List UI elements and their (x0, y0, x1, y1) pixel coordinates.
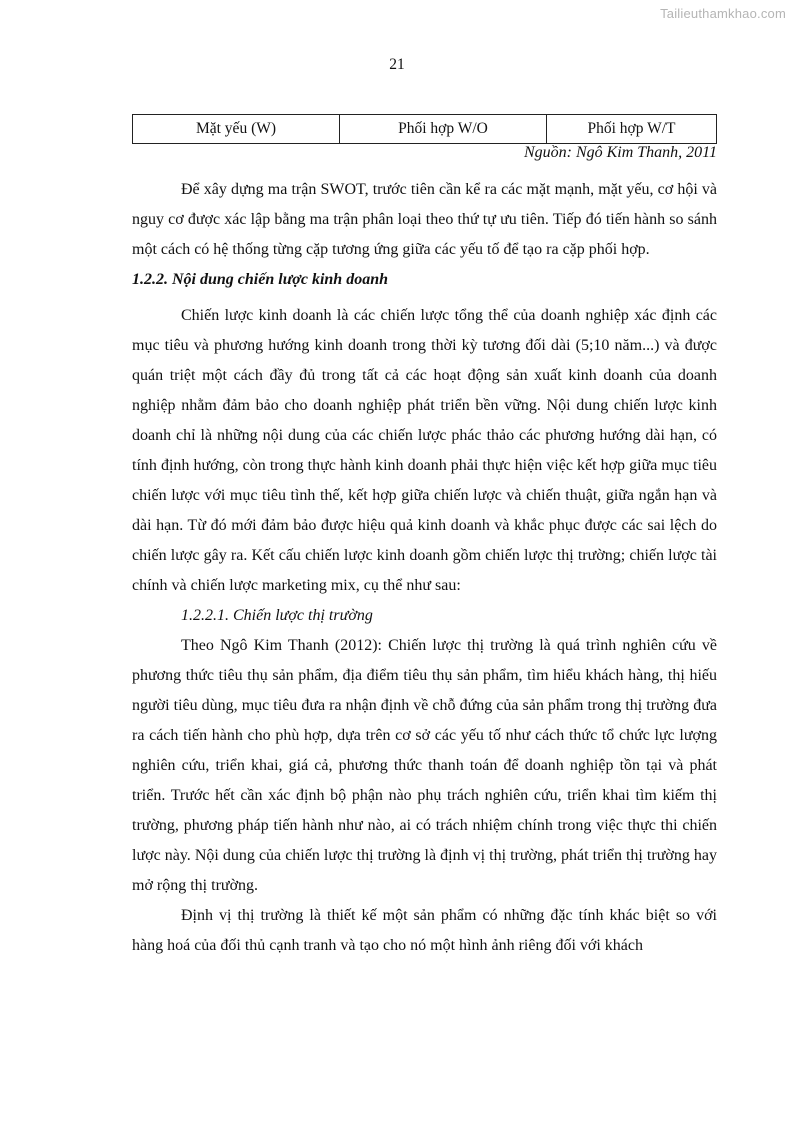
paragraph-strategy-content: Chiến lược kinh doanh là các chiến lược tổng thể của doanh nghiệp xác định các mục tiêu và phương hướng kinh doanh trong thời kỳ tương đối dài (5;10 năm...) và được quán triệt một cách đầy đủ trong tất cả các hoạt động sản xuất kinh doanh của doanh nghiệp nhằm đảm bảo cho doanh nghiệp phát triển bền vững. Nội dung chiến lược kinh doanh chỉ là những nội dung của các chiến lược phác thảo các phương hướng dài hạn, có tính định hướng, còn trong thực hành kinh doanh phải thực hiện việc kết hợp giữa mục tiêu chiến lược với mục tiêu tình thế, kết hợp giữa chiến lược và chiến thuật, giữa ngắn hạn và dài hạn. Từ đó mới đảm bảo được hiệu quả kinh doanh và khắc phục được các sai lệch do chiến lược gây ra. Kết cấu chiến lược kinh doanh gồm chiến lược thị trường; chiến lược tài chính và chiến lược marketing mix, cụ thể như sau: (132, 307, 717, 594)
table-cell-weaknesses: Mặt yếu (W) (133, 115, 340, 144)
subsection-heading: 1.2.2.1. Chiến lược thị trường (181, 607, 373, 624)
source-citation: Nguồn: Ngô Kim Thanh, 2011 (523, 144, 717, 161)
watermark: Tailieuthamkhao.com (660, 6, 786, 21)
page-number: 21 (389, 56, 405, 73)
document-body (132, 175, 717, 961)
paragraph-market-positioning: Định vị thị trường là thiết kế một sản phẩm có những đặc tính khác biệt so với hàng hoá của đối thủ cạnh tranh và tạo cho nó một hình ảnh riêng đối với khách (132, 907, 717, 954)
table-cell-wt: Phối hợp W/T (547, 115, 717, 144)
paragraph-swot-construction: Để xây dựng ma trận SWOT, trước tiên cần kể ra các mặt mạnh, mặt yếu, cơ hội và nguy cơ được xác lập bằng ma trận phân loại theo thứ tự ưu tiên. Tiếp đó tiến hành so sánh một cách có hệ thống từng cặp tương ứng giữa các yếu tố để tạo ra cặp phối hợp. (132, 181, 717, 258)
swot-table (132, 114, 717, 144)
table-cell-wo: Phối hợp W/O (340, 115, 547, 144)
section-heading: 1.2.2. Nội dung chiến lược kinh doanh (132, 271, 388, 288)
table-row (133, 115, 717, 144)
paragraph-market-strategy: Theo Ngô Kim Thanh (2012): Chiến lược thị trường là quá trình nghiên cứu về phương thức tiêu thụ sản phẩm, địa điểm tiêu thụ sản phẩm, tìm hiểu khách hàng, thị hiếu người tiêu dùng, mục tiêu đưa ra nhận định về chỗ đứng của sản phẩm trong thị trường đưa ra cách tiến hành cho phù hợp, dựa trên cơ sở các yếu tố như cách thức tổ chức lực lượng nghiên cứu, triển khai, giá cả, phương thức thanh toán để doanh nghiệp tồn tại và phát triển. Trước hết cần xác định bộ phận nào phụ trách nghiên cứu, triển khai tìm kiếm thị trường, phương pháp tiến hành như nào, ai có trách nhiệm chính trong việc thực thi chiến lược này. Nội dung của chiến lược thị trường là định vị thị trường, phát triển thị trường hay mở rộng thị trường. (132, 637, 717, 894)
